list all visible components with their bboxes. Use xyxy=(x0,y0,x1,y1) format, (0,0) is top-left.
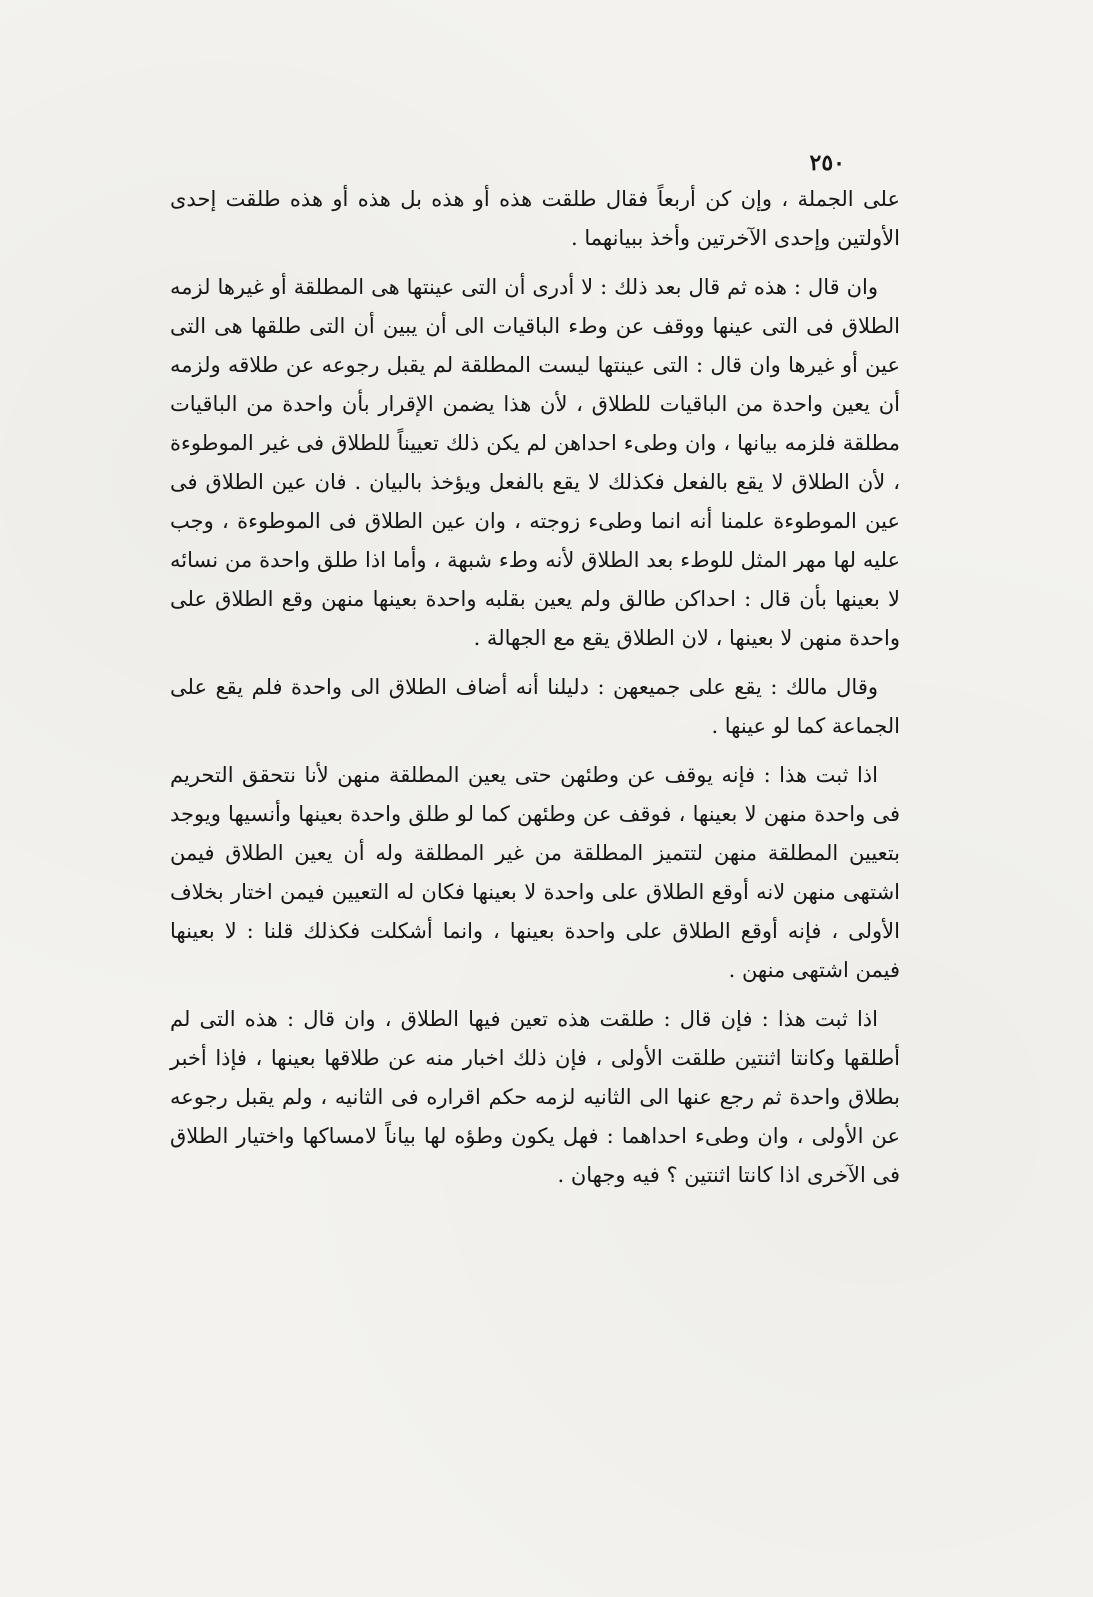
paragraph-5: اذا ثبت هذا : فإن قال : طلقت هذه تعين فيها الطلاق ، وان قال : هذه التى لم أطلقها وكانتا اثنتين طلقت الأولى ، فإن ذلك اخبار منه عن طلاقها بعينها ، فإذا أخبر بطلاق واحدة ثم رجع عنها الى الثانيه لزمه حكم اقراره فى الثانيه ، ولم يقبل رجوعه عن الأولى ، وان وطىء احداهما : فهل يكون وطؤه لها بياناً لامساكها واختيار الطلاق فى الآخرى اذا كانتا اثنتين ؟ فيه وجهان . xyxy=(170,1007,900,1187)
paragraph-3: وقال مالك : يقع على جميعهن : دليلنا أنه أضاف الطلاق الى واحدة فلم يقع على الجماعة كما لو عينها . xyxy=(170,675,900,738)
body-text xyxy=(170,180,900,1205)
page-number: ٢٥٠ xyxy=(809,150,845,176)
paragraph-2: وان قال : هذه ثم قال بعد ذلك : لا أدرى أن التى عينتها هى المطلقة أو غيرها لزمه الطلاق فى التى عينها ووقف عن وطء الباقيات الى أن يبين أن التى طلقها هى التى عين أو غيرها وان قال : التى عينتها ليست المطلقة لم يقبل رجوعه عن طلاقه ولزمه أن يعين واحدة من الباقيات للطلاق ، لأن هذا يضمن الإقرار بأن واحدة من الباقيات مطلقة فلزمه بيانها ، وان وطىء احداهن لم يكن ذلك تعييناً للطلاق فى غير الموطوءة ، لأن الطلاق لا يقع بالفعل فكذلك لا يقع بالفعل ويؤخذ بالبيان . فان عين الطلاق فى عين الموطوءة علمنا أنه انما وطىء زوجته ، وان عين الطلاق فى الموطوءة ، وجب عليه لها مهر المثل للوطء بعد الطلاق لأنه وطء شبهة ، وأما اذا طلق واحدة من نسائه لا بعينها بأن قال : احداكن طالق ولم يعين بقلبه واحدة بعينها منهن وقع الطلاق على واحدة منهن لا بعينها ، لان الطلاق يقع مع الجهالة . xyxy=(170,275,900,650)
paragraph-1: على الجملة ، وإن كن أربعاً فقال طلقت هذه أو هذه بل هذه أو هذه طلقت إحدى الأولتين وإحدى الآخرتين وأخذ ببيانهما . xyxy=(170,187,900,250)
paragraph-4: اذا ثبت هذا : فإنه يوقف عن وطئهن حتى يعين المطلقة منهن لأنا نتحقق التحريم فى واحدة منهن لا بعينها ، فوقف عن وطئهن كما لو طلق واحدة بعينها وأنسيها ويوجد بتعيين المطلقة منهن لتتميز المطلقة من غير المطلقة وله أن يعين الطلاق فيمن اشتهى منهن لانه أوقع الطلاق على واحدة لا بعينها فكان له التعيين فيمن اختار بخلاف الأولى ، فإنه أوقع الطلاق على واحدة بعينها ، وانما أشكلت فكذلك قلنا : لا بعينها فيمن اشتهى منهن . xyxy=(170,763,900,982)
